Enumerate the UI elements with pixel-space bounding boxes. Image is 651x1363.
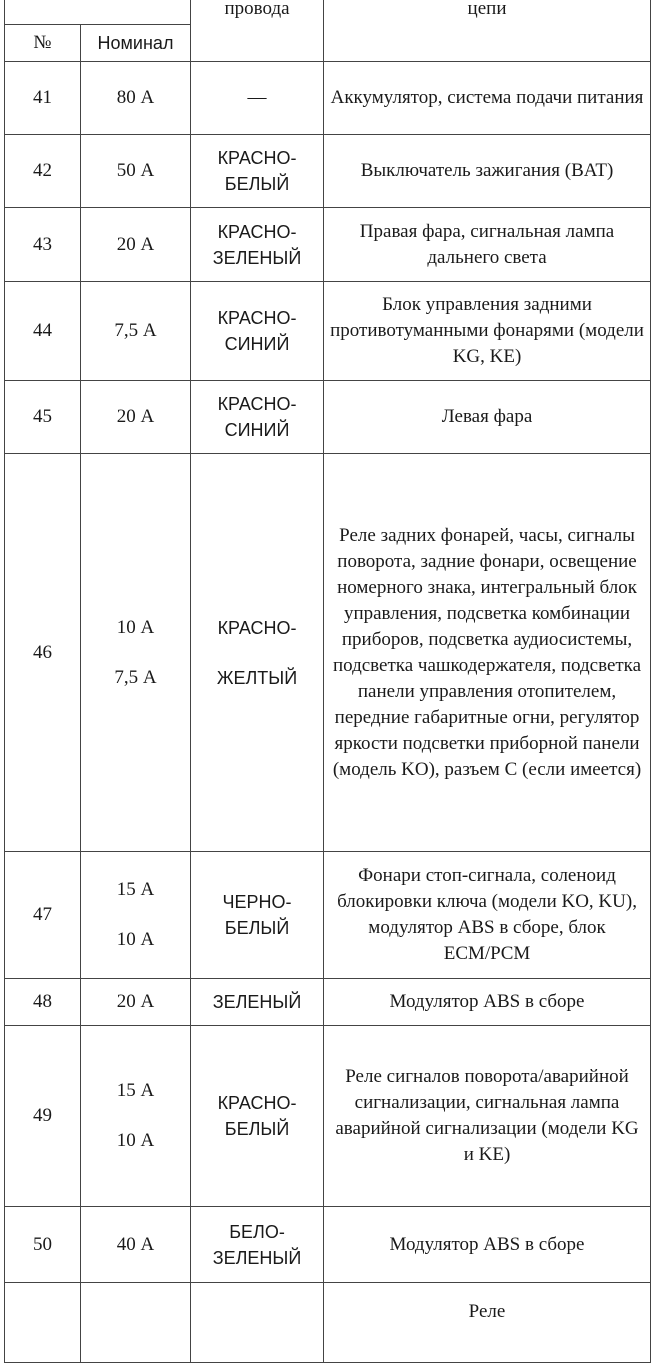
fuse-rating-value: 10 А — [116, 929, 155, 950]
wire-color: КРАСНО-БЕЛЫЙ — [191, 135, 324, 208]
fuse-rating: 50 А — [81, 135, 191, 208]
wire-color: КРАСНО-ЗЕЛЕНЫЙ — [191, 208, 324, 282]
fuse-rating — [81, 1283, 191, 1363]
protected-circuit: Модулятор ABS в сборе — [324, 979, 651, 1026]
protected-circuit: Аккумулятор, система подачи питания — [324, 62, 651, 135]
header-wire: провода — [191, 0, 324, 62]
wire-color: — — [191, 62, 324, 135]
fuse-rating — [81, 454, 191, 852]
table-row — [5, 282, 651, 381]
wire-color: ЗЕЛЕНЫЙ — [191, 979, 324, 1026]
fuse-number: 49 — [5, 1026, 81, 1207]
header-group-label — [11, 0, 80, 4]
fuse-number: 45 — [5, 381, 81, 454]
fuse-rating: 40 А — [81, 1207, 191, 1283]
fuse-rating: 20 А — [81, 208, 191, 282]
fuse-number: 47 — [5, 852, 81, 979]
fuse-rating: 80 А — [81, 62, 191, 135]
wire-color: КРАСНО-СИНИЙ — [191, 381, 324, 454]
fuse-number — [5, 1283, 81, 1363]
fuse-rating — [81, 1026, 191, 1207]
protected-circuit: Блок управления задними противотуманными фонарями (модели KG, KE) — [324, 282, 651, 381]
table-row — [5, 135, 651, 208]
fuse-number: 42 — [5, 135, 81, 208]
fuse-table — [4, 0, 651, 1363]
header-group-cell — [5, 0, 191, 25]
wire-color: КРАСНО-СИНИЙ — [191, 282, 324, 381]
fuse-rating — [81, 852, 191, 979]
fuse-number: 50 — [5, 1207, 81, 1283]
header-no: № — [5, 25, 81, 62]
wire-color: КРАСНО-БЕЛЫЙ — [191, 1026, 324, 1207]
table-row — [5, 979, 651, 1026]
protected-circuit: Реле задних фонарей, часы, сигналы поворота, задние фонари, освещение номерного знака, интегральный блок управления, подсветка комбинации приборов, подсветка аудиосистемы, подсветка чашкодержателя, подсветка панели управления отопителем, передние габаритные огни, регулятор яркости подсветки приборной панели (модель KO), разъем C (если имеется) — [324, 454, 651, 852]
protected-circuit: Правая фара, сигнальная лампа дальнего света — [324, 208, 651, 282]
protected-circuit: Реле сигналов поворота/аварийной сигнализации, сигнальная лампа аварийной сигнализации (модели KG и KE) — [324, 1026, 651, 1207]
table-row — [5, 1207, 651, 1283]
table-row — [5, 208, 651, 282]
header-circuit: цепи — [324, 0, 651, 62]
fuse-number: 44 — [5, 282, 81, 381]
protected-circuit: Выключатель зажигания (BAT) — [324, 135, 651, 208]
protected-circuit: Реле — [324, 1283, 651, 1363]
table-row-partial — [5, 1283, 651, 1363]
wire-color: КРАСНО-ЖЕЛТЫЙ — [191, 454, 324, 852]
fuse-rating: 20 А — [81, 381, 191, 454]
fuse-rating-value: 10 А — [116, 616, 155, 638]
wire-color — [191, 1283, 324, 1363]
wire-color: БЕЛО-ЗЕЛЕНЫЙ — [191, 1207, 324, 1283]
protected-circuit: Модулятор ABS в сборе — [324, 1207, 651, 1283]
fuse-number: 48 — [5, 979, 81, 1026]
table-row — [5, 381, 651, 454]
wire-color: ЧЕРНО-БЕЛЫЙ — [191, 852, 324, 979]
protected-circuit: Фонари стоп-сигнала, соленоид блокировки ключа (модели KO, KU), модулятор ABS в сборе, блок ECM/PCM — [324, 852, 651, 979]
fuse-number: 43 — [5, 208, 81, 282]
fuse-rating-value: 10 А — [116, 1130, 155, 1151]
protected-circuit: Левая фара — [324, 381, 651, 454]
fuse-rating-value: 7,5 А — [114, 666, 157, 688]
fuse-rating-value: 15 А — [116, 1080, 155, 1101]
fuse-rating: 7,5 А — [81, 282, 191, 381]
table-row — [5, 62, 651, 135]
table-row — [5, 1026, 651, 1207]
header-rating: Номинал — [81, 25, 191, 62]
table-row — [5, 454, 651, 852]
fuse-number: 41 — [5, 62, 81, 135]
header-group-row — [5, 0, 651, 25]
fuse-number: 46 — [5, 454, 81, 852]
fuse-rating: 20 А — [81, 979, 191, 1026]
table-row — [5, 852, 651, 979]
fuse-rating-value: 15 А — [116, 879, 155, 900]
